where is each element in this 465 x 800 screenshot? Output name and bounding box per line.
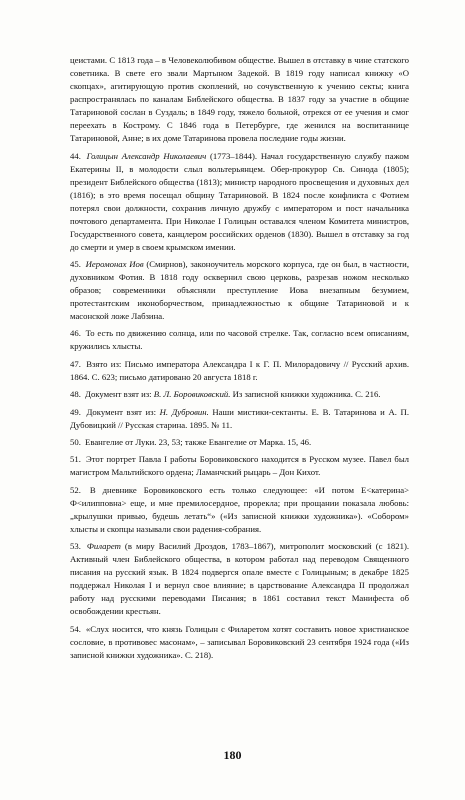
note-number: 48. [70, 389, 81, 400]
note-continuation [70, 54, 409, 145]
note-52 [70, 484, 409, 536]
note-name: Голицын Александр Николаевич [86, 150, 207, 161]
note-number: 44. [70, 150, 81, 161]
note-text: Взято из: Письмо императора Александра I к Г. П. Милорадовичу // Русский архив. 1864. С. 623; письмо датировано 20 августа 1818 г. [70, 358, 409, 382]
note-text: (1773–1844). Начал государственную службу пажом Екатерины II, в молодости слыл вольтерьянцем. Обер-прокурор Св. Синода (1805); президент Библейского общества (1813); министр народного просвещения и духовных дел (1816); в это время посещал общину Татариновой. В 1824 после конфликта с Фотием потерял свои должности, сохранив личную дружбу с императором и пост начальника почтового департамента. При Николае I Голицын оставался членом Комитета министров, Государственного совета, канцлером российских орденов (1830). Вышел в отставку за год до смерти и умер в своем крымском имении. [70, 150, 410, 252]
note-text: Наши мистики-сектанты. Е. В. Татаринова и А. П. Дубовицкий // Русская старина. 1895. № 11. [70, 406, 409, 430]
note-45 [70, 258, 409, 323]
note-number: 46. [70, 328, 81, 339]
note-number: 52. [70, 484, 81, 495]
note-48 [70, 388, 409, 401]
note-51 [70, 453, 409, 479]
note-46 [70, 327, 409, 353]
note-text: (Смирнов), законоучитель морского корпуса, где он был, в частности, духовником Фотия. В 1818 году осквернил свою церковь, разрезав ножом несколько образов; современники объясняли преступление Иова внезапным безумием, протестантским иконоборчеством, принадлежностью к общине Татариновой и к масонской ложе Лабзина. [70, 258, 409, 321]
note-name: Н. Дубровин. [159, 406, 209, 417]
note-number: 51. [70, 454, 81, 465]
page-number: 180 [223, 748, 242, 762]
endnotes [70, 54, 409, 666]
note-name: В. Л. Боровиковский. [153, 389, 231, 400]
note-44 [70, 150, 409, 254]
note-47 [70, 358, 409, 384]
note-prefix: Документ взят из: [85, 389, 152, 400]
note-49 [70, 406, 409, 432]
note-name: Иеромонах Иов [85, 258, 144, 269]
note-53 [70, 540, 409, 618]
note-name: Филарет [86, 541, 121, 552]
note-text: Из записной книжки художника. С. 216. [232, 389, 381, 400]
note-text: цеистами. С 1813 года – в Человеколюбивом обществе. Вышел в отставку в чине статского советника. В свете его звали Мартыном Задекой. В 1819 году написал книжку «О скопцах», агитирующую против скоплений, но сочувственную к учению секты; книга распространялась по каналам Библейского общества. В 1837 году за участие в общине Татариновой сослан в Суздаль; в 1849 году, тяжело больной, отрекся от ее учения и смог переехать в Кострому. С 1846 года в Петербурге, где женился на воспитаннице Татариновой, Анне; в их доме Татаринова провела последние годы жизни. [70, 55, 409, 143]
note-text: То есть по движению солнца, или по часовой стрелке. Так, согласно всем описаниям, кружились хлысты. [70, 328, 410, 352]
note-text: «Слух носится, что князь Голицын с Филаретом хотят составить новое христианское сословие, в противовес масонам», – записывал Боровиковский 23 сентября 1924 года («Из записной книжки художника». С. 218). [70, 623, 409, 660]
note-number: 49. [70, 406, 81, 417]
note-number: 47. [70, 358, 81, 369]
note-number: 45. [70, 258, 81, 269]
note-text: В дневнике Боровиковского есть только следующее: «И потом Е<катерина> Ф<илипповна> еще, и мне премилосердное, прорекла; при прощании показала любовь: „крылушки привью, будешь летать“» («Из записной книжки художника»). «Собором» хлысты и скопцы называли свои радения-собрания. [70, 484, 409, 534]
note-text: Евангелие от Луки. 23, 53; также Евангелие от Марка. 15, 46. [85, 436, 312, 447]
note-50 [70, 436, 409, 449]
note-number: 53. [70, 541, 81, 552]
note-text: (в миру Василий Дроздов, 1783–1867), митрополит московский (с 1821). Активный член Библейского общества, в котором работал над переводом Священного писания на русский язык. В 1824 подвергся опале вместе с Голицыным; в декабре 1825 поддержал Николая I и вернул свое влияние; в царствование Александра II продолжал работу над русскими переводами Писания; в 1861 составил текст Манифеста об освобождении крестьян. [70, 541, 410, 617]
note-prefix: Документ взят из: [86, 406, 156, 417]
note-number: 54. [70, 623, 81, 634]
note-number: 50. [70, 436, 81, 447]
note-text: Этот портрет Павла I работы Боровиковского находится в Русском музее. Павел был магистром Мальтийского ордена; Ламанчский рыцарь – Дон Кихот. [70, 454, 409, 478]
note-54 [70, 623, 409, 662]
